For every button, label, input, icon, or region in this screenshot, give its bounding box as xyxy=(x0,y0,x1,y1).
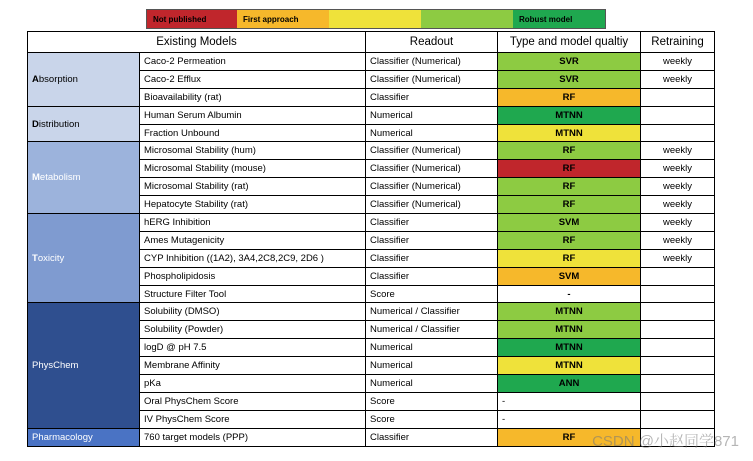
category-initial: T xyxy=(32,252,38,264)
model-type-cell: MTNN xyxy=(498,357,641,375)
model-type-cell: MTNN xyxy=(498,339,641,357)
category-label: etabolism xyxy=(39,172,81,184)
model-name-cell: Solubility (DMSO) xyxy=(140,303,366,321)
model-type-cell: SVR xyxy=(498,70,641,88)
model-name-cell: logD @ pH 7.5 xyxy=(140,339,366,357)
model-type-cell: - xyxy=(498,410,641,428)
retraining-cell xyxy=(641,375,715,393)
model-type-cell: RF xyxy=(498,231,641,249)
category-cell xyxy=(28,214,140,303)
header-readout: Readout xyxy=(366,32,498,53)
category-cell xyxy=(28,53,140,107)
model-name-cell: Solubility (Powder) xyxy=(140,321,366,339)
model-name-cell: Oral PhysChem Score xyxy=(140,392,366,410)
readout-cell: Classifier (Numerical) xyxy=(366,142,498,160)
table-row xyxy=(28,106,715,124)
retraining-cell xyxy=(641,88,715,106)
readout-cell: Numerical xyxy=(366,106,498,124)
retraining-cell xyxy=(641,392,715,410)
watermark: CSDN @小赵同学871 xyxy=(592,433,739,450)
quality-legend xyxy=(146,9,606,29)
readout-cell: Classifier (Numerical) xyxy=(366,178,498,196)
model-name-cell: Caco-2 Efflux xyxy=(140,70,366,88)
table-row xyxy=(28,53,715,71)
model-name-cell: Hepatocyte Stability (rat) xyxy=(140,196,366,214)
table-row xyxy=(28,142,715,160)
retraining-cell xyxy=(641,267,715,285)
readout-cell: Score xyxy=(366,392,498,410)
retraining-cell xyxy=(641,357,715,375)
readout-cell: Score xyxy=(366,410,498,428)
readout-cell: Classifier xyxy=(366,249,498,267)
model-name-cell: Fraction Unbound xyxy=(140,124,366,142)
header-retraining: Retraining xyxy=(641,32,715,53)
readout-cell: Numerical / Classifier xyxy=(366,303,498,321)
model-type-cell: SVM xyxy=(498,267,641,285)
readout-cell: Classifier (Numerical) xyxy=(366,53,498,71)
model-name-cell: Microsomal Stability (mouse) xyxy=(140,160,366,178)
readout-cell: Classifier (Numerical) xyxy=(366,160,498,178)
model-type-cell: MTNN xyxy=(498,106,641,124)
readout-cell: Classifier (Numerical) xyxy=(366,196,498,214)
readout-cell: Classifier xyxy=(366,267,498,285)
readout-cell: Numerical / Classifier xyxy=(366,321,498,339)
model-type-cell: RF xyxy=(498,160,641,178)
model-type-cell: RF xyxy=(498,196,641,214)
readout-cell: Numerical xyxy=(366,124,498,142)
model-type-cell: ANN xyxy=(498,375,641,393)
retraining-cell xyxy=(641,321,715,339)
model-type-cell: MTNN xyxy=(498,303,641,321)
readout-cell: Classifier (Numerical) xyxy=(366,70,498,88)
category-cell xyxy=(28,428,140,446)
retraining-cell: weekly xyxy=(641,231,715,249)
table-row xyxy=(28,214,715,232)
readout-cell: Score xyxy=(366,285,498,303)
model-type-cell: MTNN xyxy=(498,321,641,339)
model-name-cell: hERG Inhibition xyxy=(140,214,366,232)
model-type-cell: MTNN xyxy=(498,124,641,142)
category-cell xyxy=(28,303,140,428)
model-name-cell: Phospholipidosis xyxy=(140,267,366,285)
retraining-cell xyxy=(641,106,715,124)
legend-segment: Robust model xyxy=(513,10,605,28)
readout-cell: Classifier xyxy=(366,231,498,249)
model-type-cell: RF xyxy=(498,88,641,106)
retraining-cell: weekly xyxy=(641,178,715,196)
category-initial: M xyxy=(32,172,40,184)
category-cell xyxy=(28,106,140,142)
readout-cell: Classifier xyxy=(366,88,498,106)
retraining-cell: weekly xyxy=(641,249,715,267)
retraining-cell xyxy=(641,339,715,357)
readout-cell: Numerical xyxy=(366,357,498,375)
readout-cell: Classifier xyxy=(366,214,498,232)
readout-cell: Classifier xyxy=(366,428,498,446)
model-name-cell: Structure Filter Tool xyxy=(140,285,366,303)
category-label: PhysChem xyxy=(32,360,79,372)
model-name-cell: Membrane Affinity xyxy=(140,357,366,375)
retraining-cell: weekly xyxy=(641,214,715,232)
readout-cell: Numerical xyxy=(366,339,498,357)
model-type-cell: RF xyxy=(498,142,641,160)
model-type-cell: SVM xyxy=(498,214,641,232)
model-type-cell: SVR xyxy=(498,53,641,71)
category-label: oxicity xyxy=(37,252,65,264)
retraining-cell xyxy=(641,285,715,303)
legend-segment xyxy=(329,10,421,28)
retraining-cell: weekly xyxy=(641,70,715,88)
model-name-cell: Caco-2 Permeation xyxy=(140,53,366,71)
models-table xyxy=(27,31,715,447)
header-existing-models: Existing Models xyxy=(28,32,366,53)
retraining-cell: weekly xyxy=(641,53,715,71)
model-name-cell: Bioavailability (rat) xyxy=(140,88,366,106)
legend-segment: Not published xyxy=(147,10,237,28)
category-initial: D xyxy=(32,118,39,130)
model-name-cell: 760 target models (PPP) xyxy=(140,428,366,446)
model-name-cell: IV PhysChem Score xyxy=(140,410,366,428)
model-name-cell: CYP Inhibition ((1A2), 3A4,2C8,2C9, 2D6 ) xyxy=(140,249,366,267)
table-header-row xyxy=(28,32,715,53)
model-name-cell: Microsomal Stability (rat) xyxy=(140,178,366,196)
model-name-cell: Human Serum Albumin xyxy=(140,106,366,124)
retraining-cell xyxy=(641,124,715,142)
category-cell xyxy=(28,142,140,214)
retraining-cell xyxy=(641,303,715,321)
legend-segment: First approach xyxy=(237,10,329,28)
model-type-cell: RF xyxy=(498,249,641,267)
table-row xyxy=(28,303,715,321)
model-type-cell: RF xyxy=(498,178,641,196)
model-type-cell: - xyxy=(498,392,641,410)
header-type-quality: Type and model qualtiy xyxy=(498,32,641,53)
retraining-cell: weekly xyxy=(641,142,715,160)
model-name-cell: Ames Mutagenicity xyxy=(140,231,366,249)
category-initial: A xyxy=(32,73,39,85)
retraining-cell: weekly xyxy=(641,160,715,178)
legend-segment xyxy=(421,10,513,28)
retraining-cell: weekly xyxy=(641,196,715,214)
category-label: bsorption xyxy=(38,73,78,85)
retraining-cell xyxy=(641,410,715,428)
model-type-cell: - xyxy=(498,285,641,303)
model-name-cell: Microsomal Stability (hum) xyxy=(140,142,366,160)
category-label: Pharmacology xyxy=(32,431,93,443)
readout-cell: Numerical xyxy=(366,375,498,393)
model-name-cell: pKa xyxy=(140,375,366,393)
category-label: istribution xyxy=(38,118,80,130)
model-type-cell: RF xyxy=(498,428,641,446)
